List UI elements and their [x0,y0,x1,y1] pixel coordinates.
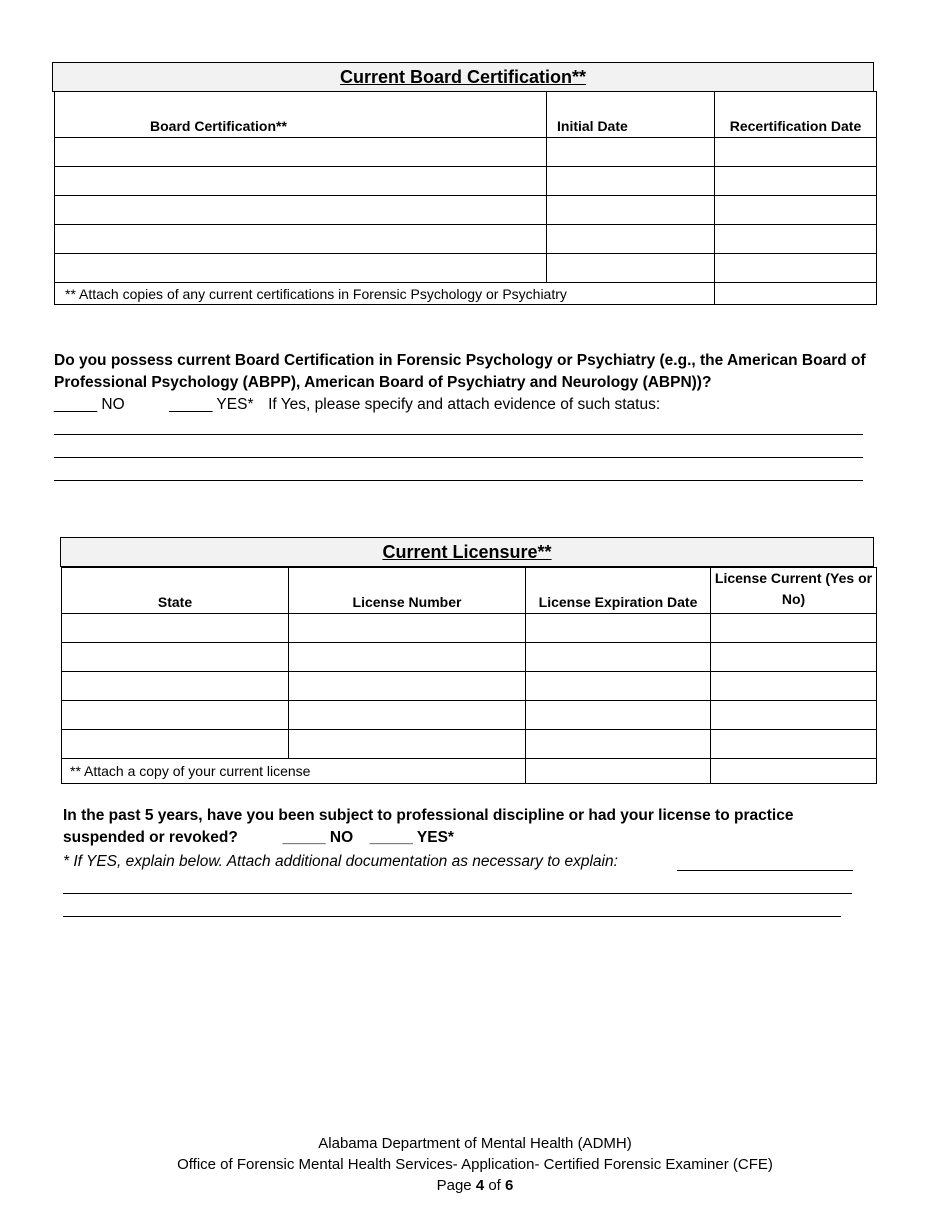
table-row [55,225,877,254]
recert-date-input[interactable] [715,254,877,283]
col-license-expiration: License Expiration Date [526,568,711,614]
recert-date-input[interactable] [715,225,877,254]
license-current-input[interactable] [711,672,877,701]
license-note-blank-cell[interactable] [711,759,877,784]
discipline-explain-line[interactable] [63,916,841,917]
col-initial-date: Initial Date [547,92,715,138]
license-expiration-input[interactable] [526,614,711,643]
license-number-input[interactable] [289,701,526,730]
table-row [62,730,877,759]
board-note-blank-cell[interactable] [715,283,877,305]
board-explain-line[interactable] [54,480,863,481]
license-expiration-input[interactable] [526,643,711,672]
state-input[interactable] [62,643,289,672]
board-no-option[interactable]: _____ NO [54,396,125,413]
license-number-input[interactable] [289,643,526,672]
board-explain-line[interactable] [54,434,863,435]
col-license-number: License Number [289,568,526,614]
table-row [55,196,877,225]
table-row [55,254,877,283]
board-certification-table [54,91,877,305]
recert-date-input[interactable] [715,138,877,167]
discipline-yes-option[interactable]: _____ YES* [369,829,454,846]
table-row [62,643,877,672]
state-input[interactable] [62,730,289,759]
license-current-input[interactable] [711,701,877,730]
license-current-input[interactable] [711,643,877,672]
board-answer-row [54,394,884,416]
table-row [62,614,877,643]
table-row [62,701,877,730]
discipline-question: In the past 5 years, have you been subject to professional discipline or had your license to practice suspended or revoked? _____ NO _____ YES* [63,807,794,846]
initial-date-input[interactable] [547,138,715,167]
initial-date-input[interactable] [547,167,715,196]
col-board-certification: Board Certification** [55,92,547,138]
board-cert-input[interactable] [55,196,547,225]
state-input[interactable] [62,614,289,643]
initial-date-input[interactable] [547,225,715,254]
board-certification-question: Do you possess current Board Certification in Forensic Psychology or Psychiatry (e.g., the American Board of Professional Psychology (ABPP), American Board of Psychiatry and Neurology (ABPN))? [54,352,866,391]
discipline-explain-instruction: * If YES, explain below. Attach additional documentation as necessary to explain: [63,853,618,870]
state-input[interactable] [62,672,289,701]
licensure-title: Current Licensure** [60,537,874,567]
page-number: Page 4 of 6 [436,1177,514,1194]
footer-organization: Alabama Department of Mental Health (ADMH) [318,1135,632,1152]
license-number-input[interactable] [289,672,526,701]
board-yes-instruction: If Yes, please specify and attach evidence of such status: [268,396,661,413]
discipline-explain-line[interactable] [63,893,852,894]
recert-date-input[interactable] [715,196,877,225]
license-expiration-input[interactable] [526,701,711,730]
license-note-blank-cell[interactable] [526,759,711,784]
col-license-current: License Current (Yes or No) [711,568,877,614]
initial-date-input[interactable] [547,254,715,283]
initial-date-input[interactable] [547,196,715,225]
col-state: State [62,568,289,614]
board-cert-input[interactable] [55,138,547,167]
license-expiration-input[interactable] [526,730,711,759]
board-explain-line[interactable] [54,457,863,458]
license-expiration-input[interactable] [526,672,711,701]
discipline-explain-line[interactable] [677,870,853,871]
footer-office: Office of Forensic Mental Health Services- Application- Certified Forensic Examiner (CFE) [177,1156,773,1173]
licensure-table [61,567,877,784]
board-cert-input[interactable] [55,167,547,196]
license-number-input[interactable] [289,730,526,759]
recert-date-input[interactable] [715,167,877,196]
license-current-input[interactable] [711,614,877,643]
license-current-input[interactable] [711,730,877,759]
license-number-input[interactable] [289,614,526,643]
board-attach-note: ** Attach copies of any current certifications in Forensic Psychology or Psychiatry [55,283,715,305]
board-cert-input[interactable] [55,225,547,254]
discipline-no-option[interactable]: _____ NO [282,829,354,846]
col-recertification-date: Recertification Date [715,92,877,138]
board-yes-option[interactable]: _____ YES* [169,396,254,413]
state-input[interactable] [62,701,289,730]
board-certification-title: Current Board Certification** [52,62,874,92]
license-attach-note: ** Attach a copy of your current license [62,759,526,784]
table-row [62,672,877,701]
table-row [55,138,877,167]
board-cert-input[interactable] [55,254,547,283]
table-row [55,167,877,196]
